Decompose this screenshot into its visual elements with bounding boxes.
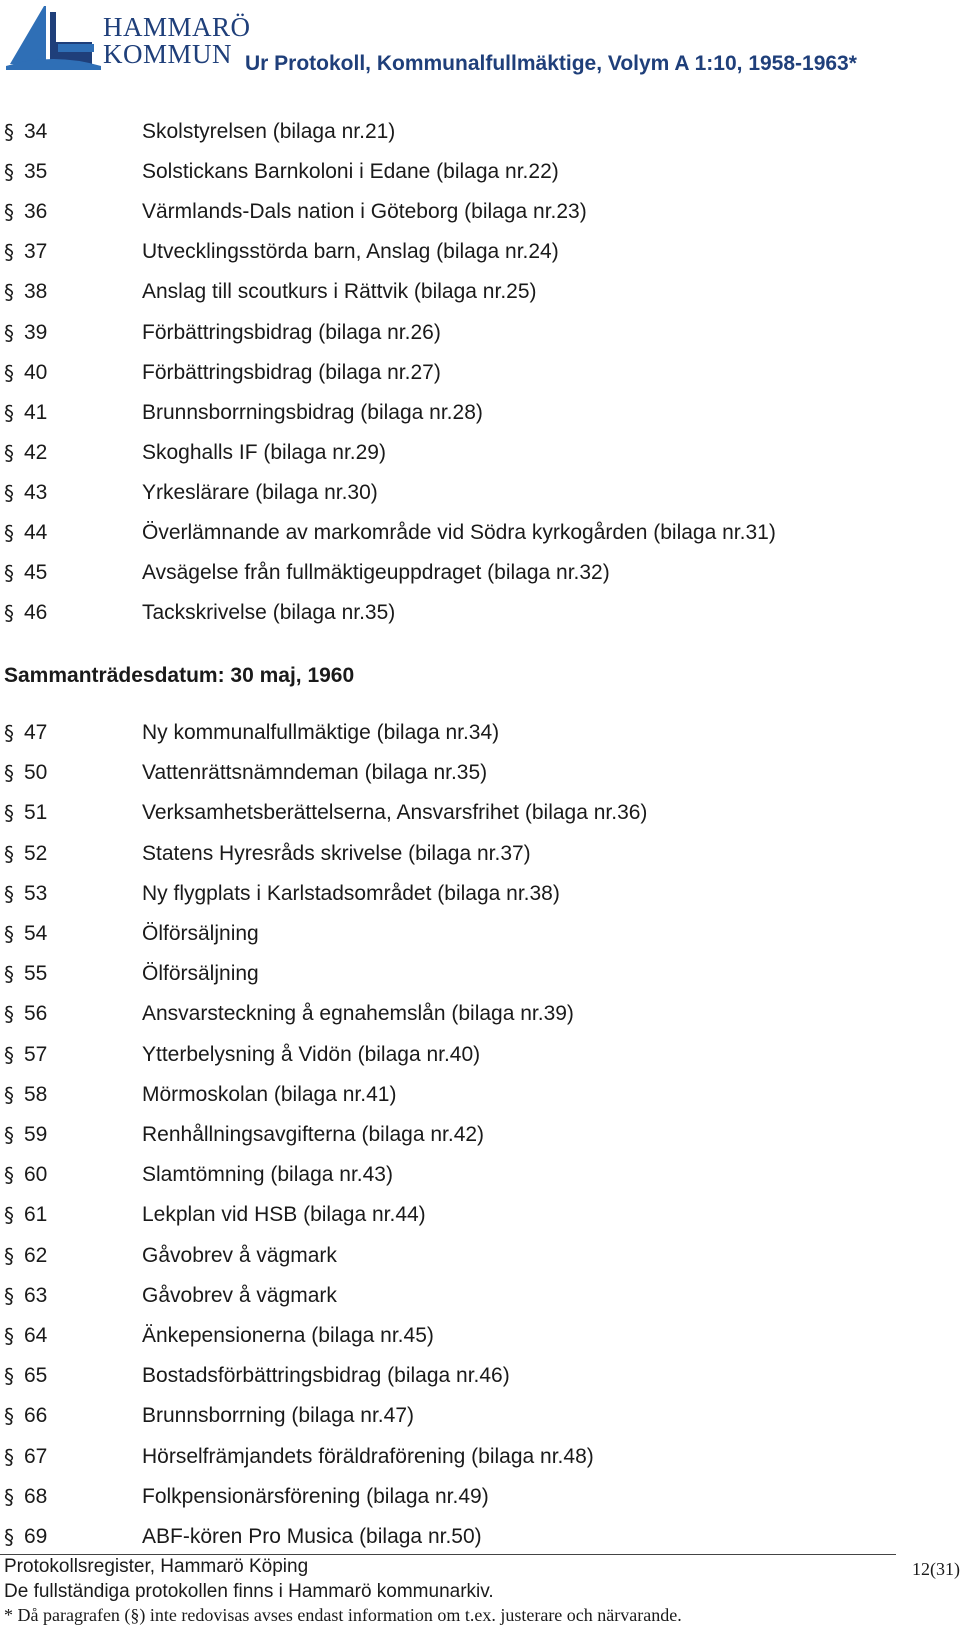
- paragraph-title: Bostadsförbättringsbidrag (bilaga nr.46): [142, 1364, 510, 1388]
- section-symbol: §: [4, 120, 14, 144]
- paragraph-title: Anslag till scoutkurs i Rättvik (bilaga nr.25): [142, 280, 537, 304]
- section-symbol: §: [4, 1484, 14, 1509]
- section-symbol: §: [4, 1444, 14, 1469]
- paragraph-title: Tackskrivelse (bilaga nr.35): [142, 601, 396, 625]
- section-symbol: §: [4, 601, 14, 626]
- paragraph-title: Änkepensionerna (bilaga nr.45): [142, 1324, 434, 1347]
- paragraph-number: 61: [24, 1203, 48, 1227]
- paragraph-number: 63: [24, 1283, 48, 1307]
- hammaro-kommun-logo: [6, 4, 251, 76]
- section-symbol: §: [4, 1283, 14, 1308]
- paragraph-title: Värmlands-Dals nation i Göteborg (bilaga nr.23): [142, 200, 587, 224]
- paragraph-number: 57: [24, 1042, 48, 1066]
- paragraph-title: Gåvobrev å vägmark: [142, 1243, 337, 1267]
- paragraph-number: 45: [24, 561, 48, 585]
- paragraph-number: 34: [24, 120, 48, 143]
- footer-archive-note: De fullständiga protokollen finns i Hammarö kommunarkiv.: [4, 1581, 494, 1602]
- paragraph-number: 41: [24, 400, 48, 424]
- footer-footnote: * Då paragrafen (§) inte redovisas avses endast information om t.ex. justerare och närvarande.: [4, 1605, 682, 1625]
- paragraph-number: 40: [24, 360, 48, 384]
- section-symbol: §: [4, 400, 14, 425]
- paragraph-number: 62: [24, 1243, 48, 1267]
- paragraph-number: 46: [24, 601, 48, 625]
- paragraph-number: 65: [24, 1364, 48, 1388]
- paragraph-title: Överlämnande av markområde vid Södra kyrkogården (bilaga nr.31): [142, 521, 776, 544]
- section-symbol: §: [4, 440, 14, 465]
- paragraph-title: Mörmoskolan (bilaga nr.41): [142, 1082, 397, 1106]
- section-symbol: §: [4, 801, 14, 826]
- section-symbol: §: [4, 521, 14, 545]
- section-symbol: §: [4, 240, 14, 265]
- paragraph-number: 64: [24, 1324, 48, 1347]
- paragraph-title: Gåvobrev å vägmark: [142, 1283, 337, 1307]
- paragraph-number: 51: [24, 801, 48, 825]
- paragraph-number: 68: [24, 1484, 48, 1508]
- section-symbol: §: [4, 160, 14, 185]
- section-heading: Sammanträdesdatum: 30 maj, 1960: [4, 664, 355, 687]
- paragraph-title: Utvecklingsstörda barn, Anslag (bilaga nr.24): [142, 240, 559, 264]
- paragraph-title: Slamtömning (bilaga nr.43): [142, 1163, 393, 1187]
- section-symbol: §: [4, 922, 14, 946]
- section-symbol: §: [4, 480, 14, 505]
- footer-divider: [0, 1554, 896, 1555]
- section-symbol: §: [4, 1203, 14, 1228]
- paragraph-title: Ölförsäljning: [142, 922, 259, 945]
- paragraph-title: Ny kommunalfullmäktige (bilaga nr.34): [142, 721, 500, 744]
- section-symbol: §: [4, 200, 14, 225]
- footer-register-title: Protokollsregister, Hammarö Köping: [4, 1556, 309, 1577]
- paragraph-title: Verksamhetsberättelserna, Ansvarsfrihet (bilaga nr.36): [142, 801, 648, 825]
- paragraph-title: Solstickans Barnkoloni i Edane (bilaga nr.22): [142, 160, 559, 184]
- paragraph-number: 58: [24, 1082, 48, 1106]
- paragraph-title: Statens Hyresråds skrivelse (bilaga nr.37): [142, 841, 531, 865]
- paragraph-number: 53: [24, 881, 48, 905]
- paragraph-title: Avsägelse från fullmäktigeuppdraget (bilaga nr.32): [142, 561, 610, 585]
- paragraph-title: Lekplan vid HSB (bilaga nr.44): [142, 1203, 426, 1227]
- section-symbol: §: [4, 721, 14, 745]
- paragraph-number: 47: [24, 721, 48, 744]
- page-header: [0, 0, 960, 90]
- section-symbol: §: [4, 561, 14, 586]
- logo-line-1: HAMMARÖ: [103, 12, 251, 42]
- paragraph-number: 56: [24, 1002, 48, 1026]
- section-symbol: §: [4, 841, 14, 866]
- section-symbol: §: [4, 962, 14, 987]
- paragraph-number: 59: [24, 1123, 48, 1146]
- paragraph-number: 43: [24, 480, 48, 504]
- paragraph-number: 37: [24, 240, 48, 264]
- paragraph-title: Förbättringsbidrag (bilaga nr.26): [142, 320, 441, 344]
- section-symbol: §: [4, 881, 14, 906]
- paragraph-number: 36: [24, 200, 48, 224]
- paragraph-title: Ytterbelysning å Vidön (bilaga nr.40): [142, 1042, 481, 1066]
- section-symbol: §: [4, 1163, 14, 1188]
- paragraph-title: Vattenrättsnämndeman (bilaga nr.35): [142, 761, 488, 785]
- section-symbol: §: [4, 1404, 14, 1429]
- page-number: 12(31): [912, 1559, 960, 1579]
- section-symbol: §: [4, 1002, 14, 1027]
- paragraph-number: 54: [24, 922, 48, 945]
- section-symbol: §: [4, 1042, 14, 1067]
- logo-line-2: KOMMUN: [103, 39, 233, 69]
- logo-wordmark: [103, 14, 251, 68]
- paragraph-number: 38: [24, 280, 48, 304]
- paragraph-title: Ölförsäljning: [142, 962, 259, 986]
- section-symbol: §: [4, 1243, 14, 1268]
- paragraph-number: 69: [24, 1525, 48, 1548]
- paragraph-number: 39: [24, 320, 48, 344]
- section-symbol: §: [4, 1123, 14, 1147]
- document-title: Ur Protokoll, Kommunalfullmäktige, Volym A 1:10, 1958-1963*: [245, 52, 857, 75]
- section-symbol: §: [4, 280, 14, 305]
- paragraph-number: 52: [24, 841, 48, 865]
- paragraph-number: 42: [24, 440, 48, 464]
- paragraph-title: Förbättringsbidrag (bilaga nr.27): [142, 360, 441, 384]
- paragraph-number: 66: [24, 1404, 48, 1428]
- section-symbol: §: [4, 1082, 14, 1107]
- section-symbol: §: [4, 1364, 14, 1389]
- paragraph-number: 50: [24, 761, 48, 785]
- section-symbol: §: [4, 360, 14, 385]
- paragraph-title: Brunnsborrningsbidrag (bilaga nr.28): [142, 400, 483, 424]
- paragraph-title: Yrkeslärare (bilaga nr.30): [142, 480, 378, 504]
- section-symbol: §: [4, 320, 14, 345]
- paragraph-title: ABF-kören Pro Musica (bilaga nr.50): [142, 1525, 482, 1548]
- paragraph-number: 55: [24, 962, 48, 986]
- section-symbol: §: [4, 1324, 14, 1348]
- section-symbol: §: [4, 1525, 14, 1549]
- section-symbol: §: [4, 761, 14, 786]
- sail-emblem-icon: [6, 4, 101, 70]
- paragraph-title: Folkpensionärsförening (bilaga nr.49): [142, 1484, 489, 1508]
- paragraph-title: Renhållningsavgifterna (bilaga nr.42): [142, 1123, 485, 1146]
- paragraph-number: 60: [24, 1163, 48, 1187]
- paragraph-number: 44: [24, 521, 48, 544]
- paragraph-number: 35: [24, 160, 48, 184]
- paragraph-title: Brunnsborrning (bilaga nr.47): [142, 1404, 414, 1428]
- paragraph-title: Hörselfrämjandets föräldraförening (bilaga nr.48): [142, 1444, 594, 1468]
- paragraph-number: 67: [24, 1444, 48, 1468]
- paragraph-title: Skoghalls IF (bilaga nr.29): [142, 440, 386, 464]
- paragraph-title: Ansvarsteckning å egnahemslån (bilaga nr.39): [142, 1002, 574, 1026]
- paragraph-title: Skolstyrelsen (bilaga nr.21): [142, 120, 396, 143]
- paragraph-title: Ny flygplats i Karlstadsområdet (bilaga nr.38): [142, 881, 560, 905]
